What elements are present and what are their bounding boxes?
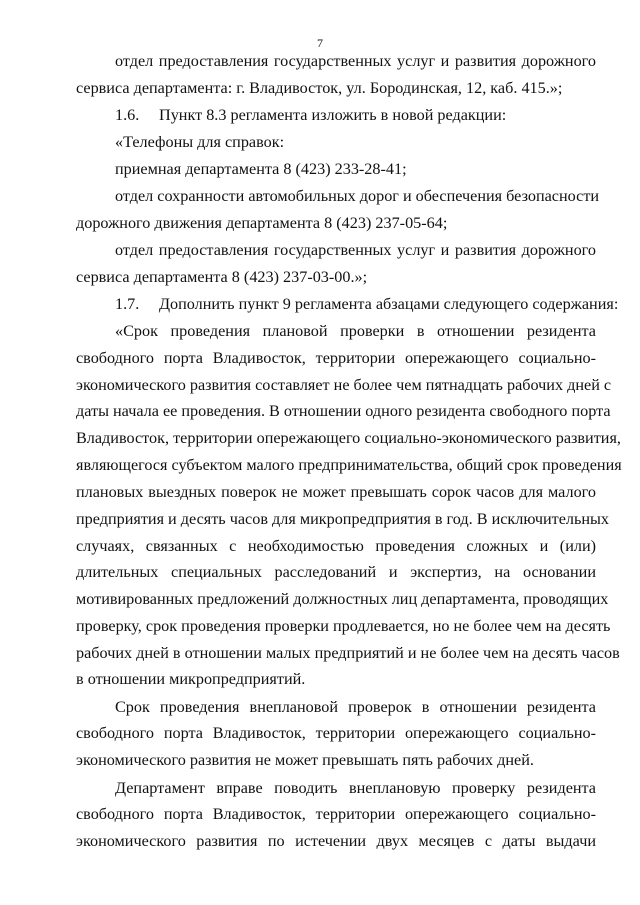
line-text: мотивированных предложений должностных лиц департамента, проводящих: [76, 590, 609, 608]
text-line: [115, 778, 596, 798]
text-line: [76, 213, 596, 233]
text-line: [76, 428, 621, 448]
text-line: [76, 804, 596, 824]
text-line: [76, 455, 622, 475]
line-text: свободного порта Владивосток, территории опережающего социально-: [76, 724, 596, 742]
line-text: «Телефоны для справок:: [115, 133, 285, 151]
line-text: сервиса департамента: г. Владивосток, ул. Бородинская, 12, каб. 415.»;: [76, 79, 563, 97]
line-text: Дополнить пункт 9 регламента абзацами следующего содержания:: [159, 295, 619, 313]
line-text: свободного порта Владивосток, территории опережающего социально-: [76, 349, 596, 367]
line-text: свободного порта Владивосток, территории опережающего социально-: [76, 805, 596, 823]
line-text: отдел сохранности автомобильных дорог и обеспечения безопасности: [115, 187, 600, 205]
line-text: отдел предоставления государственных услуг и развития дорожного: [115, 52, 596, 70]
line-text: являющегося субъектом малого предпринимательства, общий срок проведения: [76, 456, 622, 474]
text-line: [115, 186, 600, 206]
line-text: отдел предоставления государственных услуг и развития дорожного: [115, 241, 596, 259]
text-line: [115, 240, 596, 260]
text-line: [76, 643, 620, 663]
text-line: [76, 78, 596, 98]
clause-number: 1.7.: [115, 295, 140, 313]
text-line: [76, 401, 611, 421]
text-line: [76, 616, 611, 636]
text-line: [76, 348, 596, 368]
line-text: плановых выездных поверок не может превышать сорок часов для малого: [76, 483, 596, 501]
text-line: [115, 51, 596, 71]
text-line: [76, 482, 596, 502]
line-text: дорожного движения департамента 8 (423) 237-05-64;: [76, 214, 448, 232]
text-line: [115, 159, 596, 179]
text-line: [76, 669, 596, 689]
text-line: [76, 723, 596, 743]
line-text: Владивосток, территории опережающего социально-экономического развития,: [76, 429, 621, 447]
text-line: [76, 267, 596, 287]
line-text: длительных специальных расследований и экспертиз, на основании: [76, 563, 596, 581]
line-text: сервиса департамента 8 (423) 237-03-00.»;: [76, 268, 368, 286]
line-text: «Срок проведения плановой проверки в отношении резидента: [115, 322, 596, 340]
line-text: предприятия и десять часов для микропредприятия в год. В исключительных: [76, 510, 609, 528]
text-line: [76, 509, 609, 529]
text-line: [76, 831, 596, 851]
line-text: приемная департамента 8 (423) 233-28-41;: [115, 160, 407, 178]
page-number: 7: [317, 36, 323, 50]
text-line: [115, 132, 596, 152]
clause-number: 1.6.: [115, 106, 140, 124]
line-text: Департамент вправе поводить внеплановую проверку резидента: [115, 779, 596, 797]
text-line: [115, 321, 596, 341]
text-line: [115, 105, 596, 125]
text-line: [76, 562, 596, 582]
line-text: Срок проведения внеплановой проверок в отношении резидента: [115, 698, 596, 716]
line-text: проверку, срок проведения проверки продлевается, но не более чем на десять: [76, 617, 611, 635]
line-text: экономического развития не может превышать пять рабочих дней.: [76, 751, 534, 769]
text-line: [115, 697, 596, 717]
line-text: рабочих дней в отношении малых предприятий и не более чем на десять часов: [76, 644, 620, 662]
text-line: [76, 536, 596, 556]
line-text: экономического развития составляет не более чем пятнадцать рабочих дней с: [76, 376, 612, 394]
text-line: [76, 375, 612, 395]
line-text: случаях, связанных с необходимостью проведения сложных и (или): [76, 537, 596, 555]
text-line: [76, 750, 596, 770]
line-text: даты начала ее проведения. В отношении одного резидента свободного порта: [76, 402, 611, 420]
line-text: Пункт 8.3 регламента изложить в новой редакции:: [159, 106, 507, 124]
line-text: экономического развития по истечении двух месяцев с даты выдачи: [76, 832, 596, 850]
line-text: в отношении микропредприятий.: [76, 670, 306, 688]
text-line: [76, 589, 609, 609]
text-line: [115, 294, 619, 314]
